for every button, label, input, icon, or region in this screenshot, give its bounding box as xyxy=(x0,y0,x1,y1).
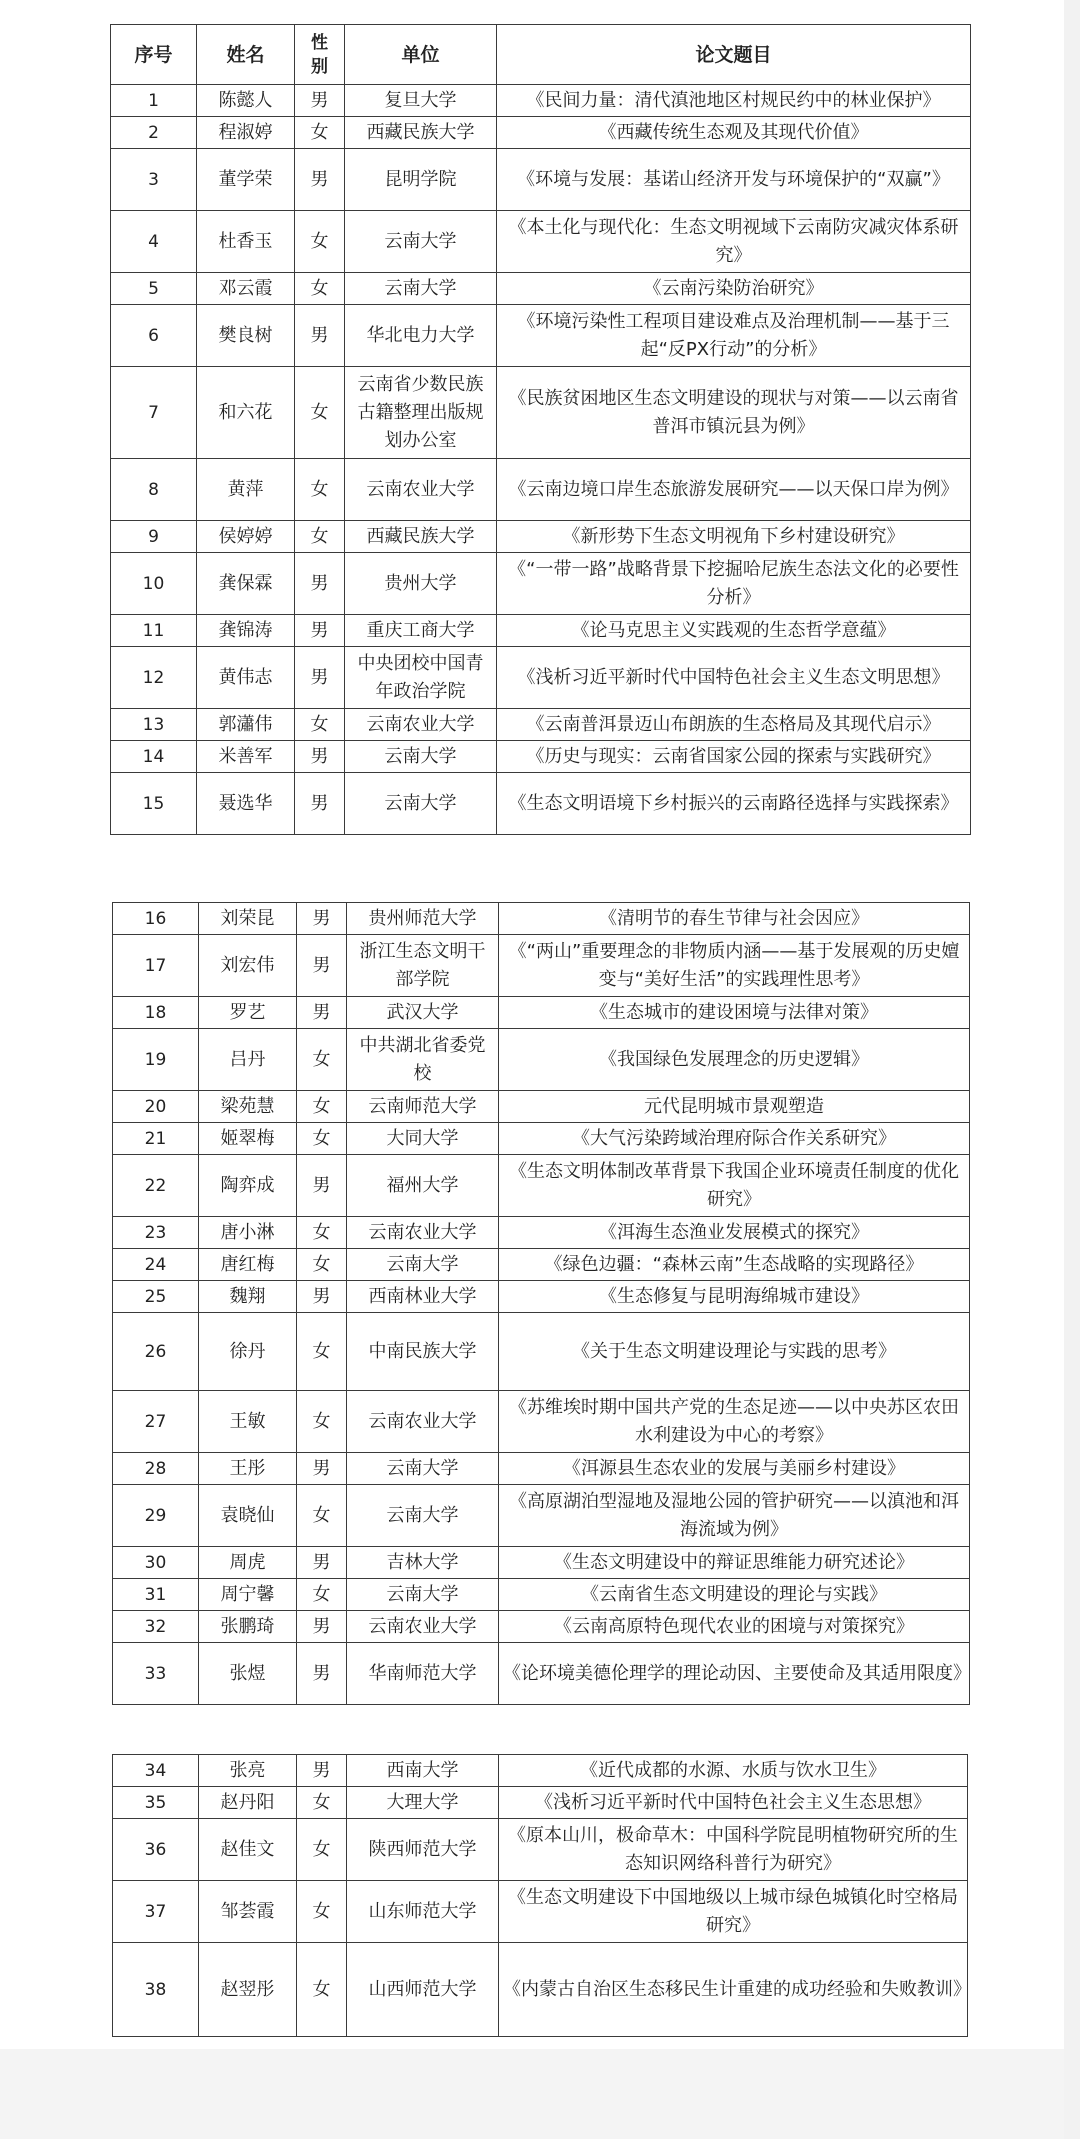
table-row xyxy=(113,935,970,997)
row-author-name: 王彤 xyxy=(199,1453,297,1485)
row-gender: 男 xyxy=(295,647,345,709)
table-row xyxy=(111,741,971,773)
row-unit: 云南农业大学 xyxy=(345,709,497,741)
row-unit: 复旦大学 xyxy=(345,85,497,117)
row-seq: 30 xyxy=(113,1547,199,1579)
table-row xyxy=(113,1787,968,1819)
paper-list-table-part-1 xyxy=(110,24,971,835)
row-unit: 云南大学 xyxy=(345,773,497,835)
row-seq: 2 xyxy=(111,117,197,149)
row-gender: 女 xyxy=(297,1819,347,1881)
table-row xyxy=(111,149,971,211)
table-row xyxy=(113,1217,970,1249)
row-seq: 11 xyxy=(111,615,197,647)
table-row xyxy=(113,1643,970,1705)
table-row xyxy=(113,1391,970,1453)
row-gender: 男 xyxy=(295,773,345,835)
row-paper-title: 《高原湖泊型湿地及湿地公园的管护研究——以滇池和洱海流域为例》 xyxy=(499,1485,970,1547)
row-unit: 中共湖北省委党校 xyxy=(347,1029,499,1091)
row-paper-title: 《生态文明体制改革背景下我国企业环境责任制度的优化研究》 xyxy=(499,1155,970,1217)
row-unit: 西藏民族大学 xyxy=(345,521,497,553)
row-unit: 昆明学院 xyxy=(345,149,497,211)
row-author-name: 周虎 xyxy=(199,1547,297,1579)
row-paper-title: 《苏维埃时期中国共产党的生态足迹——以中央苏区农田水利建设为中心的考察》 xyxy=(499,1391,970,1453)
row-paper-title: 元代昆明城市景观塑造 xyxy=(499,1091,970,1123)
row-author-name: 米善军 xyxy=(197,741,295,773)
row-paper-title: 《历史与现实：云南省国家公园的探索与实践研究》 xyxy=(497,741,971,773)
row-seq: 10 xyxy=(111,553,197,615)
row-paper-title: 《云南污染防治研究》 xyxy=(497,273,971,305)
row-author-name: 刘宏伟 xyxy=(199,935,297,997)
row-paper-title: 《论环境美德伦理学的理论动因、主要使命及其适用限度》 xyxy=(499,1643,970,1705)
row-author-name: 侯婷婷 xyxy=(197,521,295,553)
row-unit: 云南农业大学 xyxy=(345,459,497,521)
table-row xyxy=(111,773,971,835)
row-paper-title: 《生态修复与昆明海绵城市建设》 xyxy=(499,1281,970,1313)
row-author-name: 董学荣 xyxy=(197,149,295,211)
row-paper-title: 《“两山”重要理念的非物质内涵——基于发展观的历史嬗变与“美好生活”的实践理性思考》 xyxy=(499,935,970,997)
row-unit: 云南大学 xyxy=(345,211,497,273)
row-seq: 8 xyxy=(111,459,197,521)
row-author-name: 龚保霖 xyxy=(197,553,295,615)
row-unit: 华南师范大学 xyxy=(347,1643,499,1705)
row-gender: 男 xyxy=(297,1547,347,1579)
row-gender: 女 xyxy=(295,459,345,521)
row-gender: 男 xyxy=(295,85,345,117)
row-seq: 5 xyxy=(111,273,197,305)
row-seq: 31 xyxy=(113,1579,199,1611)
row-unit: 云南大学 xyxy=(347,1453,499,1485)
row-unit: 云南大学 xyxy=(347,1485,499,1547)
table-row xyxy=(113,1579,970,1611)
paper-list-table-part-3 xyxy=(112,1754,971,2037)
row-paper-title: 《绿色边疆：“森林云南”生态战略的实现路径》 xyxy=(499,1249,970,1281)
row-gender: 男 xyxy=(297,1611,347,1643)
row-gender: 女 xyxy=(297,1943,347,2037)
row-gender: 男 xyxy=(297,1281,347,1313)
row-author-name: 龚锦涛 xyxy=(197,615,295,647)
row-gender: 女 xyxy=(297,1217,347,1249)
row-seq: 26 xyxy=(113,1313,199,1391)
row-paper-title: 《民间力量：清代滇池地区村规民约中的林业保护》 xyxy=(497,85,971,117)
row-paper-title: 《洱源县生态农业的发展与美丽乡村建设》 xyxy=(499,1453,970,1485)
row-gender: 男 xyxy=(295,553,345,615)
row-author-name: 聂选华 xyxy=(197,773,295,835)
row-author-name: 张鹏琦 xyxy=(199,1611,297,1643)
row-paper-title: 《新形势下生态文明视角下乡村建设研究》 xyxy=(497,521,971,553)
row-author-name: 邹荟霞 xyxy=(199,1881,297,1943)
row-unit: 云南大学 xyxy=(345,741,497,773)
row-author-name: 陈懿人 xyxy=(197,85,295,117)
row-seq: 22 xyxy=(113,1155,199,1217)
row-unit: 福州大学 xyxy=(347,1155,499,1217)
row-gender: 女 xyxy=(297,1485,347,1547)
row-paper-title: 《云南普洱景迈山布朗族的生态格局及其现代启示》 xyxy=(497,709,971,741)
table-row xyxy=(111,117,971,149)
row-seq: 1 xyxy=(111,85,197,117)
table-row xyxy=(113,1313,970,1391)
row-author-name: 程淑婷 xyxy=(197,117,295,149)
row-seq: 3 xyxy=(111,149,197,211)
table-row xyxy=(113,903,970,935)
row-seq: 15 xyxy=(111,773,197,835)
row-seq: 14 xyxy=(111,741,197,773)
page-bottom-padding xyxy=(0,2049,1064,2139)
row-unit: 西南大学 xyxy=(347,1755,499,1787)
row-author-name: 梁苑慧 xyxy=(199,1091,297,1123)
row-gender: 女 xyxy=(297,1787,347,1819)
row-seq: 20 xyxy=(113,1091,199,1123)
table-header-row xyxy=(111,25,971,85)
row-seq: 16 xyxy=(113,903,199,935)
row-paper-title: 《我国绿色发展理念的历史逻辑》 xyxy=(499,1029,970,1091)
row-unit: 云南农业大学 xyxy=(347,1391,499,1453)
row-author-name: 黄萍 xyxy=(197,459,295,521)
table-row xyxy=(113,1281,970,1313)
row-unit: 贵州大学 xyxy=(345,553,497,615)
row-unit: 陕西师范大学 xyxy=(347,1819,499,1881)
row-seq: 38 xyxy=(113,1943,199,2037)
header-name: 姓名 xyxy=(197,25,295,85)
table-row xyxy=(111,367,971,459)
row-seq: 18 xyxy=(113,997,199,1029)
row-seq: 21 xyxy=(113,1123,199,1155)
table-row xyxy=(111,85,971,117)
row-unit: 云南省少数民族古籍整理出版规划办公室 xyxy=(345,367,497,459)
row-author-name: 姬翠梅 xyxy=(199,1123,297,1155)
row-paper-title: 《云南高原特色现代农业的困境与对策探究》 xyxy=(499,1611,970,1643)
row-seq: 13 xyxy=(111,709,197,741)
row-author-name: 和六花 xyxy=(197,367,295,459)
row-seq: 25 xyxy=(113,1281,199,1313)
row-author-name: 郭瀟伟 xyxy=(197,709,295,741)
row-paper-title: 《云南边境口岸生态旅游发展研究——以天保口岸为例》 xyxy=(497,459,971,521)
row-gender: 女 xyxy=(297,1391,347,1453)
row-seq: 12 xyxy=(111,647,197,709)
row-author-name: 唐小淋 xyxy=(199,1217,297,1249)
row-gender: 女 xyxy=(295,117,345,149)
header-seq: 序号 xyxy=(111,25,197,85)
row-seq: 27 xyxy=(113,1391,199,1453)
row-unit: 重庆工商大学 xyxy=(345,615,497,647)
row-gender: 男 xyxy=(297,903,347,935)
table-row xyxy=(111,211,971,273)
table-row xyxy=(111,709,971,741)
row-author-name: 赵佳文 xyxy=(199,1819,297,1881)
row-unit: 西南林业大学 xyxy=(347,1281,499,1313)
row-gender: 男 xyxy=(297,1155,347,1217)
scroll-gutter xyxy=(1064,0,1080,2139)
table-row xyxy=(113,1819,968,1881)
table-row xyxy=(113,1485,970,1547)
row-gender: 女 xyxy=(295,273,345,305)
row-seq: 29 xyxy=(113,1485,199,1547)
table-row xyxy=(113,1547,970,1579)
row-paper-title: 《西藏传统生态观及其现代价值》 xyxy=(497,117,971,149)
table-row xyxy=(111,459,971,521)
table-row xyxy=(113,1029,970,1091)
row-author-name: 陶弈成 xyxy=(199,1155,297,1217)
row-paper-title: 《环境污染性工程项目建设难点及治理机制——基于三起“反PX行动”的分析》 xyxy=(497,305,971,367)
table-row xyxy=(111,273,971,305)
row-author-name: 吕丹 xyxy=(199,1029,297,1091)
row-unit: 山西师范大学 xyxy=(347,1943,499,2037)
row-seq: 33 xyxy=(113,1643,199,1705)
row-author-name: 袁晓仙 xyxy=(199,1485,297,1547)
row-seq: 6 xyxy=(111,305,197,367)
row-paper-title: 《生态文明建设下中国地级以上城市绿色城镇化时空格局研究》 xyxy=(499,1881,968,1943)
row-gender: 男 xyxy=(295,305,345,367)
table-row xyxy=(113,1881,968,1943)
row-paper-title: 《民族贫困地区生态文明建设的现状与对策——以云南省普洱市镇沅县为例》 xyxy=(497,367,971,459)
row-author-name: 张亮 xyxy=(199,1755,297,1787)
row-paper-title: 《洱海生态渔业发展模式的探究》 xyxy=(499,1217,970,1249)
row-paper-title: 《生态文明语境下乡村振兴的云南路径选择与实践探索》 xyxy=(497,773,971,835)
row-gender: 女 xyxy=(297,1029,347,1091)
row-paper-title: 《“一带一路”战略背景下挖掘哈尼族生态法文化的必要性分析》 xyxy=(497,553,971,615)
row-unit: 华北电力大学 xyxy=(345,305,497,367)
paper-list-table-part-2 xyxy=(112,902,970,1705)
row-author-name: 杜香玉 xyxy=(197,211,295,273)
row-gender: 男 xyxy=(297,935,347,997)
row-gender: 男 xyxy=(295,149,345,211)
row-seq: 7 xyxy=(111,367,197,459)
row-author-name: 徐丹 xyxy=(199,1313,297,1391)
row-paper-title: 《环境与发展：基诺山经济开发与环境保护的“双赢”》 xyxy=(497,149,971,211)
table-row xyxy=(111,553,971,615)
row-paper-title: 《原本山川，极命草木：中国科学院昆明植物研究所的生态知识网络科普行为研究》 xyxy=(499,1819,968,1881)
row-author-name: 黄伟志 xyxy=(197,647,295,709)
row-author-name: 赵翌彤 xyxy=(199,1943,297,2037)
header-gender: 性别 xyxy=(295,25,345,85)
table-row xyxy=(113,1249,970,1281)
row-gender: 男 xyxy=(295,615,345,647)
row-gender: 女 xyxy=(297,1249,347,1281)
row-unit: 大理大学 xyxy=(347,1787,499,1819)
row-gender: 女 xyxy=(297,1579,347,1611)
row-gender: 女 xyxy=(295,211,345,273)
table-row xyxy=(113,1611,970,1643)
row-unit: 大同大学 xyxy=(347,1123,499,1155)
row-seq: 35 xyxy=(113,1787,199,1819)
row-unit: 贵州师范大学 xyxy=(347,903,499,935)
header-unit: 单位 xyxy=(345,25,497,85)
row-author-name: 赵丹阳 xyxy=(199,1787,297,1819)
row-unit: 中央团校中国青年政治学院 xyxy=(345,647,497,709)
row-seq: 28 xyxy=(113,1453,199,1485)
row-paper-title: 《大气污染跨域治理府际合作关系研究》 xyxy=(499,1123,970,1155)
row-author-name: 周宁馨 xyxy=(199,1579,297,1611)
row-gender: 女 xyxy=(297,1881,347,1943)
row-unit: 浙江生态文明干部学院 xyxy=(347,935,499,997)
row-paper-title: 《清明节的春生节律与社会因应》 xyxy=(499,903,970,935)
row-unit: 云南师范大学 xyxy=(347,1091,499,1123)
table-row xyxy=(113,1755,968,1787)
row-author-name: 唐红梅 xyxy=(199,1249,297,1281)
row-paper-title: 《生态城市的建设困境与法律对策》 xyxy=(499,997,970,1029)
row-seq: 32 xyxy=(113,1611,199,1643)
header-title: 论文题目 xyxy=(497,25,971,85)
row-seq: 23 xyxy=(113,1217,199,1249)
row-unit: 西藏民族大学 xyxy=(345,117,497,149)
row-gender: 男 xyxy=(295,741,345,773)
row-unit: 吉林大学 xyxy=(347,1547,499,1579)
row-paper-title: 《生态文明建设中的辩证思维能力研究述论》 xyxy=(499,1547,970,1579)
table-row xyxy=(111,305,971,367)
table-row xyxy=(111,647,971,709)
row-author-name: 王敏 xyxy=(199,1391,297,1453)
table-row xyxy=(113,1943,968,2037)
row-author-name: 邓云霞 xyxy=(197,273,295,305)
row-paper-title: 《本土化与现代化：生态文明视域下云南防灾减灾体系研究》 xyxy=(497,211,971,273)
table-row xyxy=(113,1091,970,1123)
row-author-name: 樊良树 xyxy=(197,305,295,367)
row-unit: 云南大学 xyxy=(347,1249,499,1281)
row-gender: 女 xyxy=(297,1123,347,1155)
row-seq: 4 xyxy=(111,211,197,273)
row-seq: 17 xyxy=(113,935,199,997)
row-seq: 19 xyxy=(113,1029,199,1091)
row-gender: 女 xyxy=(295,367,345,459)
row-paper-title: 《论马克思主义实践观的生态哲学意蕴》 xyxy=(497,615,971,647)
row-gender: 女 xyxy=(297,1313,347,1391)
row-paper-title: 《内蒙古自治区生态移民生计重建的成功经验和失败教训》 xyxy=(499,1943,968,2037)
row-paper-title: 《云南省生态文明建设的理论与实践》 xyxy=(499,1579,970,1611)
row-gender: 女 xyxy=(297,1091,347,1123)
row-gender: 男 xyxy=(297,997,347,1029)
row-seq: 36 xyxy=(113,1819,199,1881)
row-unit: 云南大学 xyxy=(345,273,497,305)
row-unit: 中南民族大学 xyxy=(347,1313,499,1391)
row-author-name: 罗艺 xyxy=(199,997,297,1029)
row-seq: 34 xyxy=(113,1755,199,1787)
table-row xyxy=(113,1123,970,1155)
row-unit: 云南农业大学 xyxy=(347,1217,499,1249)
table-row xyxy=(113,997,970,1029)
row-unit: 云南大学 xyxy=(347,1579,499,1611)
row-unit: 山东师范大学 xyxy=(347,1881,499,1943)
row-gender: 女 xyxy=(295,521,345,553)
row-paper-title: 《浅析习近平新时代中国特色社会主义生态思想》 xyxy=(499,1787,968,1819)
row-seq: 37 xyxy=(113,1881,199,1943)
row-paper-title: 《关于生态文明建设理论与实践的思考》 xyxy=(499,1313,970,1391)
table-row xyxy=(113,1155,970,1217)
row-author-name: 魏翔 xyxy=(199,1281,297,1313)
row-author-name: 张煜 xyxy=(199,1643,297,1705)
row-author-name: 刘荣昆 xyxy=(199,903,297,935)
row-gender: 女 xyxy=(295,709,345,741)
row-gender: 男 xyxy=(297,1453,347,1485)
row-gender: 男 xyxy=(297,1643,347,1705)
row-unit: 云南农业大学 xyxy=(347,1611,499,1643)
table-row xyxy=(111,615,971,647)
row-paper-title: 《浅析习近平新时代中国特色社会主义生态文明思想》 xyxy=(497,647,971,709)
row-seq: 9 xyxy=(111,521,197,553)
row-paper-title: 《近代成都的水源、水质与饮水卫生》 xyxy=(499,1755,968,1787)
row-gender: 男 xyxy=(297,1755,347,1787)
table-row xyxy=(113,1453,970,1485)
table-row xyxy=(111,521,971,553)
row-unit: 武汉大学 xyxy=(347,997,499,1029)
row-seq: 24 xyxy=(113,1249,199,1281)
